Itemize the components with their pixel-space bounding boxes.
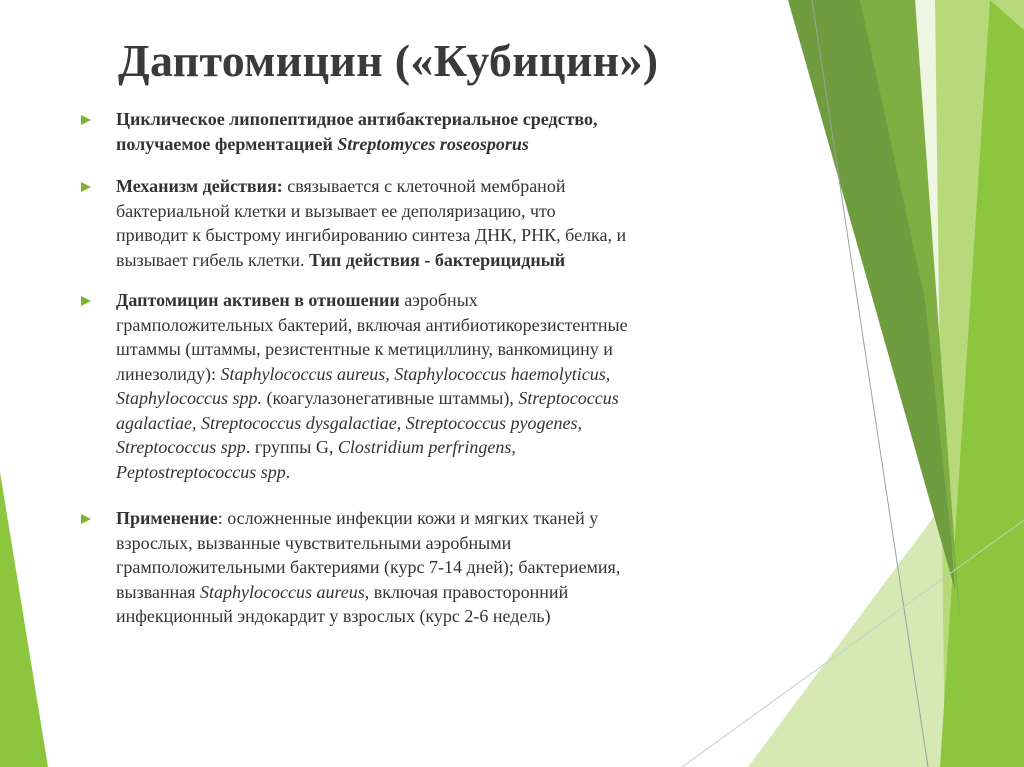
bullet-text — [116, 288, 775, 313]
triangle-arrow-icon — [81, 296, 91, 306]
text-run: Циклическое липопептидное антибактериальное средство, — [116, 109, 598, 129]
left-green-stripe — [0, 472, 48, 767]
bullet-item-mechanism — [75, 174, 775, 272]
text-run: штаммы (штаммы, резистентные к метициллину, ванкомицину и — [116, 339, 613, 359]
bullet-text — [116, 506, 775, 531]
text-run: (коагулазонегативные штаммы), — [261, 388, 519, 408]
text-run: . — [285, 461, 291, 482]
bullet-text — [116, 132, 775, 157]
text-run: получаемое ферментацией — [116, 133, 338, 154]
text-run: Peptostreptococcus spp — [116, 461, 286, 482]
text-run: Даптомицин активен в отношении — [116, 290, 400, 310]
bullet-item-application — [75, 506, 775, 629]
text-run: приводит к быстрому ингибированию синтеза ДНК, РНК, белка, и — [116, 225, 627, 245]
text-run: Применение — [116, 508, 218, 528]
text-run: Streptococcus — [518, 388, 619, 408]
text-run: инфекционный эндокардит у взрослых (курс 2-6 недель) — [116, 606, 551, 626]
text-run: вызывает гибель клетки. — [116, 249, 309, 270]
text-run: : осложненные инфекции кожи и мягких тканей у — [217, 508, 599, 528]
text-run: Тип действия - бактерицидный — [308, 249, 566, 270]
bullet-text — [116, 362, 775, 387]
text-run: линезолиду): — [116, 363, 221, 384]
triangle-arrow-icon — [81, 182, 91, 192]
bullet-text — [116, 604, 775, 629]
text-run: Staphylococcus aureus — [200, 581, 365, 602]
text-run: бактериальной клетки и вызывает ее деполяризацию, что — [116, 200, 556, 221]
text-run: . группы G, — [245, 437, 338, 457]
text-run: Streptomyces roseosporus — [337, 133, 529, 154]
text-run: , включая правосторонний — [364, 581, 569, 602]
text-run: Streptococcus spp — [116, 437, 246, 457]
text-run: Clostridium perfringens, — [337, 437, 516, 457]
bullet-text — [116, 531, 775, 556]
bullet-text — [116, 555, 775, 580]
text-run: Механизм действия: — [116, 176, 283, 196]
text-run: грамположительных бактерий, включая антибиотикорезистентные — [116, 314, 628, 335]
bullet-text — [116, 386, 775, 411]
bullet-text — [116, 248, 775, 273]
bullet-text — [116, 460, 775, 485]
bullet-text — [116, 313, 775, 338]
slide-body — [75, 107, 775, 629]
text-run: Staphylococcus aureus, Staphylococcus haemolyticus, — [220, 363, 611, 384]
bullet-text — [116, 223, 775, 248]
bullet-text — [116, 411, 775, 436]
slide-title: Даптомицин («Кубицин») — [118, 35, 659, 86]
text-run: agalactiae, Streptococcus dysgalactiae, Streptococcus pyogenes, — [116, 412, 583, 433]
bullet-item-description — [75, 107, 775, 156]
text-run: аэробных — [399, 290, 478, 310]
bullet-text — [116, 337, 775, 362]
bullet-text — [116, 199, 775, 224]
triangle-arrow-icon — [81, 514, 91, 524]
bullet-text — [116, 174, 775, 199]
bullet-text — [116, 580, 775, 605]
text-run: Staphylococcus spp. — [116, 388, 262, 408]
bullet-text — [116, 435, 775, 460]
triangle-arrow-icon — [81, 115, 91, 125]
text-run: вызванная — [116, 581, 200, 602]
text-run: грамположительными бактериями (курс 7-14 дней); бактериемия, — [116, 557, 621, 577]
bullet-text — [116, 107, 775, 132]
text-run: связывается с клеточной мембраной — [282, 176, 566, 196]
text-run: взрослых, вызванные чувствительными аэробными — [116, 532, 512, 553]
bullet-item-activity — [75, 288, 775, 484]
